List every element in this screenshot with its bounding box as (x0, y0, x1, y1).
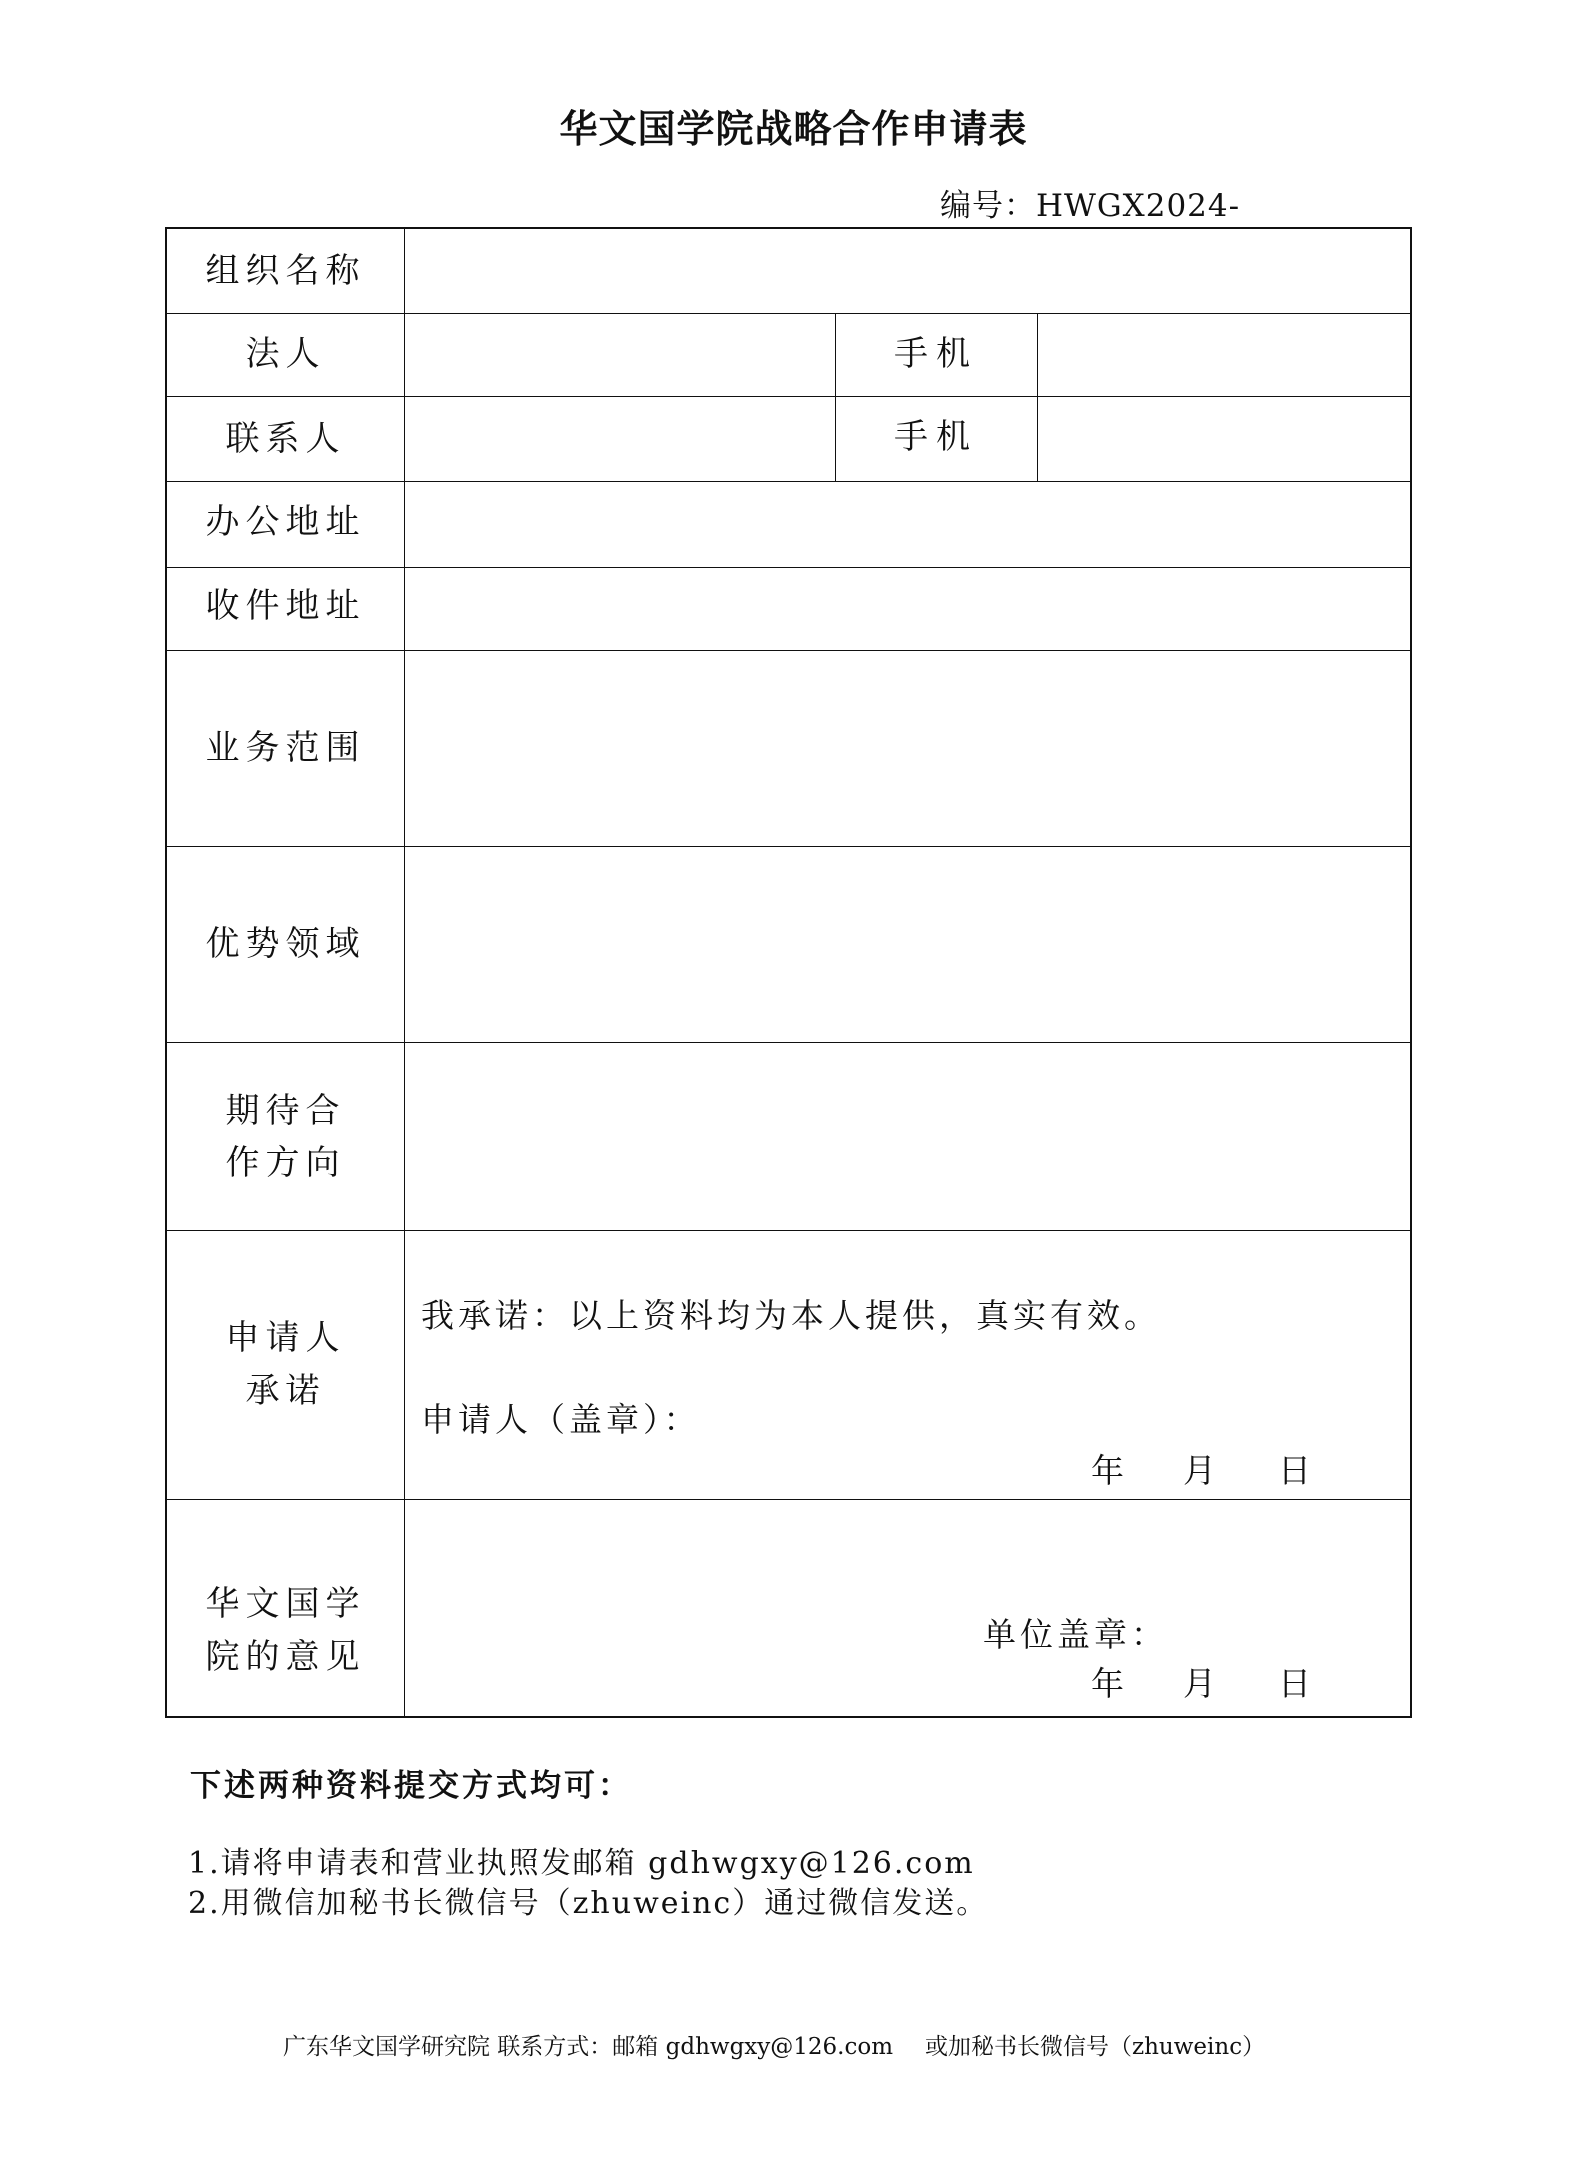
row-divider (167, 313, 1410, 314)
submission-note-1: 1.请将申请表和营业执照发邮箱 gdhwgxy@126.com (188, 1846, 975, 1881)
label-org-name: 组织名称 (205, 251, 366, 291)
application-form-table (165, 227, 1412, 1718)
legal-person-field[interactable] (406, 315, 833, 395)
promise-date-day: 日 (1278, 1451, 1311, 1490)
contact-phone-field[interactable] (1039, 398, 1410, 480)
row-divider (167, 396, 1410, 397)
label-opinion-line1: 华文国学 (205, 1584, 366, 1624)
promise-statement: 我承诺：以上资料均为本人提供，真实有效。 (421, 1296, 1161, 1335)
row-divider (167, 1499, 1410, 1500)
opinion-date-month: 月 (1183, 1664, 1216, 1703)
label-office-address: 办公地址 (205, 502, 366, 542)
contact-person-field[interactable] (406, 398, 833, 480)
unit-seal-label: 单位盖章： (983, 1615, 1168, 1654)
phone-value-divider (1037, 313, 1038, 481)
opinion-field[interactable] (406, 1501, 1410, 1601)
row-divider (167, 650, 1410, 651)
label-advantage-field: 优势领域 (205, 924, 366, 964)
submission-note-2: 2.用微信加秘书长微信号（zhuweinc）通过微信发送。 (188, 1886, 989, 1921)
row-divider (167, 846, 1410, 847)
label-expected-coop-line2: 作方向 (225, 1143, 346, 1183)
footer-wechat: 或加秘书长微信号（zhuweinc） (925, 2034, 1266, 2060)
submission-notes-heading: 下述两种资料提交方式均可： (190, 1768, 632, 1804)
promise-date-year: 年 (1091, 1451, 1124, 1490)
org-name-field[interactable] (406, 231, 1410, 311)
page-title: 华文国学院战略合作申请表 (559, 107, 1028, 151)
row-divider (167, 1042, 1410, 1043)
label-column-divider (404, 229, 405, 1718)
office-address-field[interactable] (406, 483, 1410, 566)
opinion-date-year: 年 (1091, 1664, 1124, 1703)
row-divider (167, 1230, 1410, 1231)
label-business-scope: 业务范围 (205, 728, 366, 768)
label-contact-phone: 手机 (894, 417, 978, 457)
row-divider (167, 567, 1410, 568)
label-mailing-address: 收件地址 (205, 586, 366, 626)
opinion-date-day: 日 (1278, 1664, 1311, 1703)
label-applicant-promise-line2: 承诺 (245, 1371, 326, 1411)
label-legal-phone: 手机 (894, 334, 978, 374)
applicant-seal-label: 申请人（盖章）： (421, 1400, 701, 1439)
advantage-field-field[interactable] (406, 848, 1410, 1041)
label-legal-person: 法人 (245, 334, 326, 374)
promise-date-month: 月 (1183, 1451, 1216, 1490)
label-applicant-promise-line1: 申请人 (225, 1318, 346, 1358)
mailing-address-field[interactable] (406, 569, 1410, 649)
label-contact-person: 联系人 (225, 419, 346, 459)
expected-coop-field[interactable] (406, 1044, 1410, 1229)
footer-contact: 广东华文国学研究院 联系方式：邮箱 gdhwgxy@126.com (283, 2034, 894, 2060)
legal-phone-field[interactable] (1039, 315, 1410, 395)
business-scope-field[interactable] (406, 652, 1410, 845)
row-divider (167, 481, 1410, 482)
label-opinion-line2: 院的意见 (205, 1637, 366, 1677)
label-expected-coop-line1: 期待合 (225, 1091, 346, 1131)
serial-number: 编号：HWGX2024- (940, 188, 1241, 224)
